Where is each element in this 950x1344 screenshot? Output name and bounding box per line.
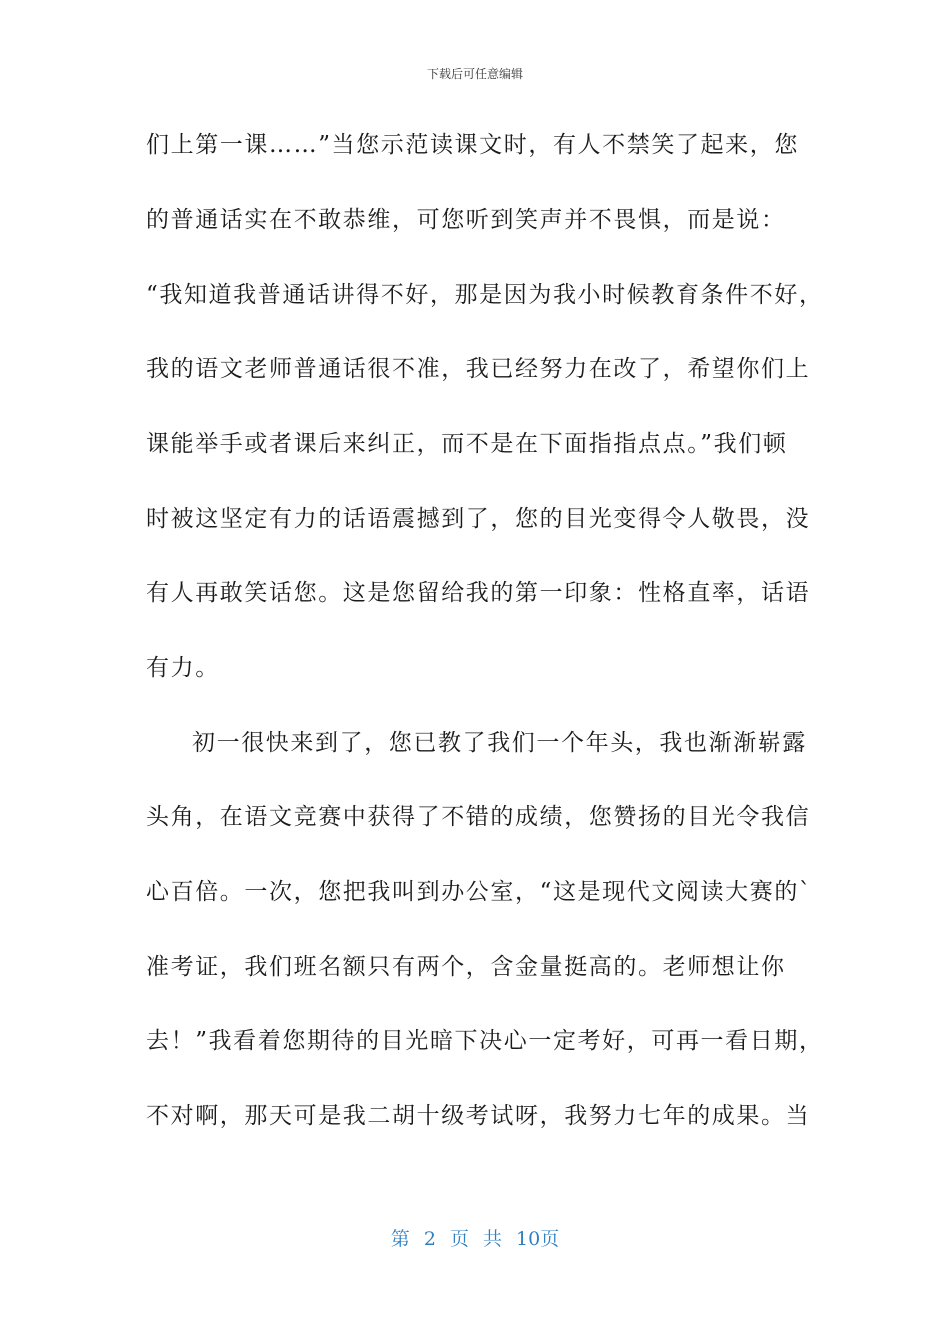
text-line: 有人再敢笑话您。这是您留给我的第一印象：性格直率，话语 <box>146 580 811 606</box>
text-line: 的普通话实在不敢恭维，可您听到笑声并不畏惧，而是说： <box>146 207 786 233</box>
text-line: 准考证，我们班名额只有两个，含金量挺高的。老师想让你 <box>146 954 786 980</box>
text-line: 有力。 <box>146 655 220 681</box>
page-number-footer: 第 2 页 共 10页 <box>390 1228 560 1250</box>
text-line: 们上第一课……”当您示范读课文时，有人不禁笑了起来，您 <box>146 132 799 158</box>
text-line: 去！”我看着您期待的目光暗下决心一定考好，可再一看日期， <box>146 1028 824 1054</box>
text-line: 头角，在语文竞赛中获得了不错的成绩，您赞扬的目光令我信 <box>146 804 811 830</box>
text-line: 不对啊，那天可是我二胡十级考试呀，我努力七年的成果。当 <box>146 1103 811 1129</box>
text-line: 时被这坚定有力的话语震撼到了，您的目光变得令人敬畏，没 <box>146 506 811 532</box>
page-header: 下载后可任意编辑 <box>426 67 523 81</box>
text-line: 我的语文老师普通话很不准，我已经努力在改了，希望你们上 <box>146 356 811 382</box>
text-line: 心百倍。一次，您把我叫到办公室，“这是现代文阅读大赛的` <box>146 879 813 905</box>
text-line: 课能举手或者课后来纠正，而不是在下面指指点点。”我们顿 <box>146 431 788 457</box>
paragraph-first-line: 初一很快来到了，您已教了我们一个年头，我也渐渐崭露 <box>192 730 807 756</box>
text-line: “我知道我普通话讲得不好，那是因为我小时候教育条件不好， <box>146 282 824 308</box>
